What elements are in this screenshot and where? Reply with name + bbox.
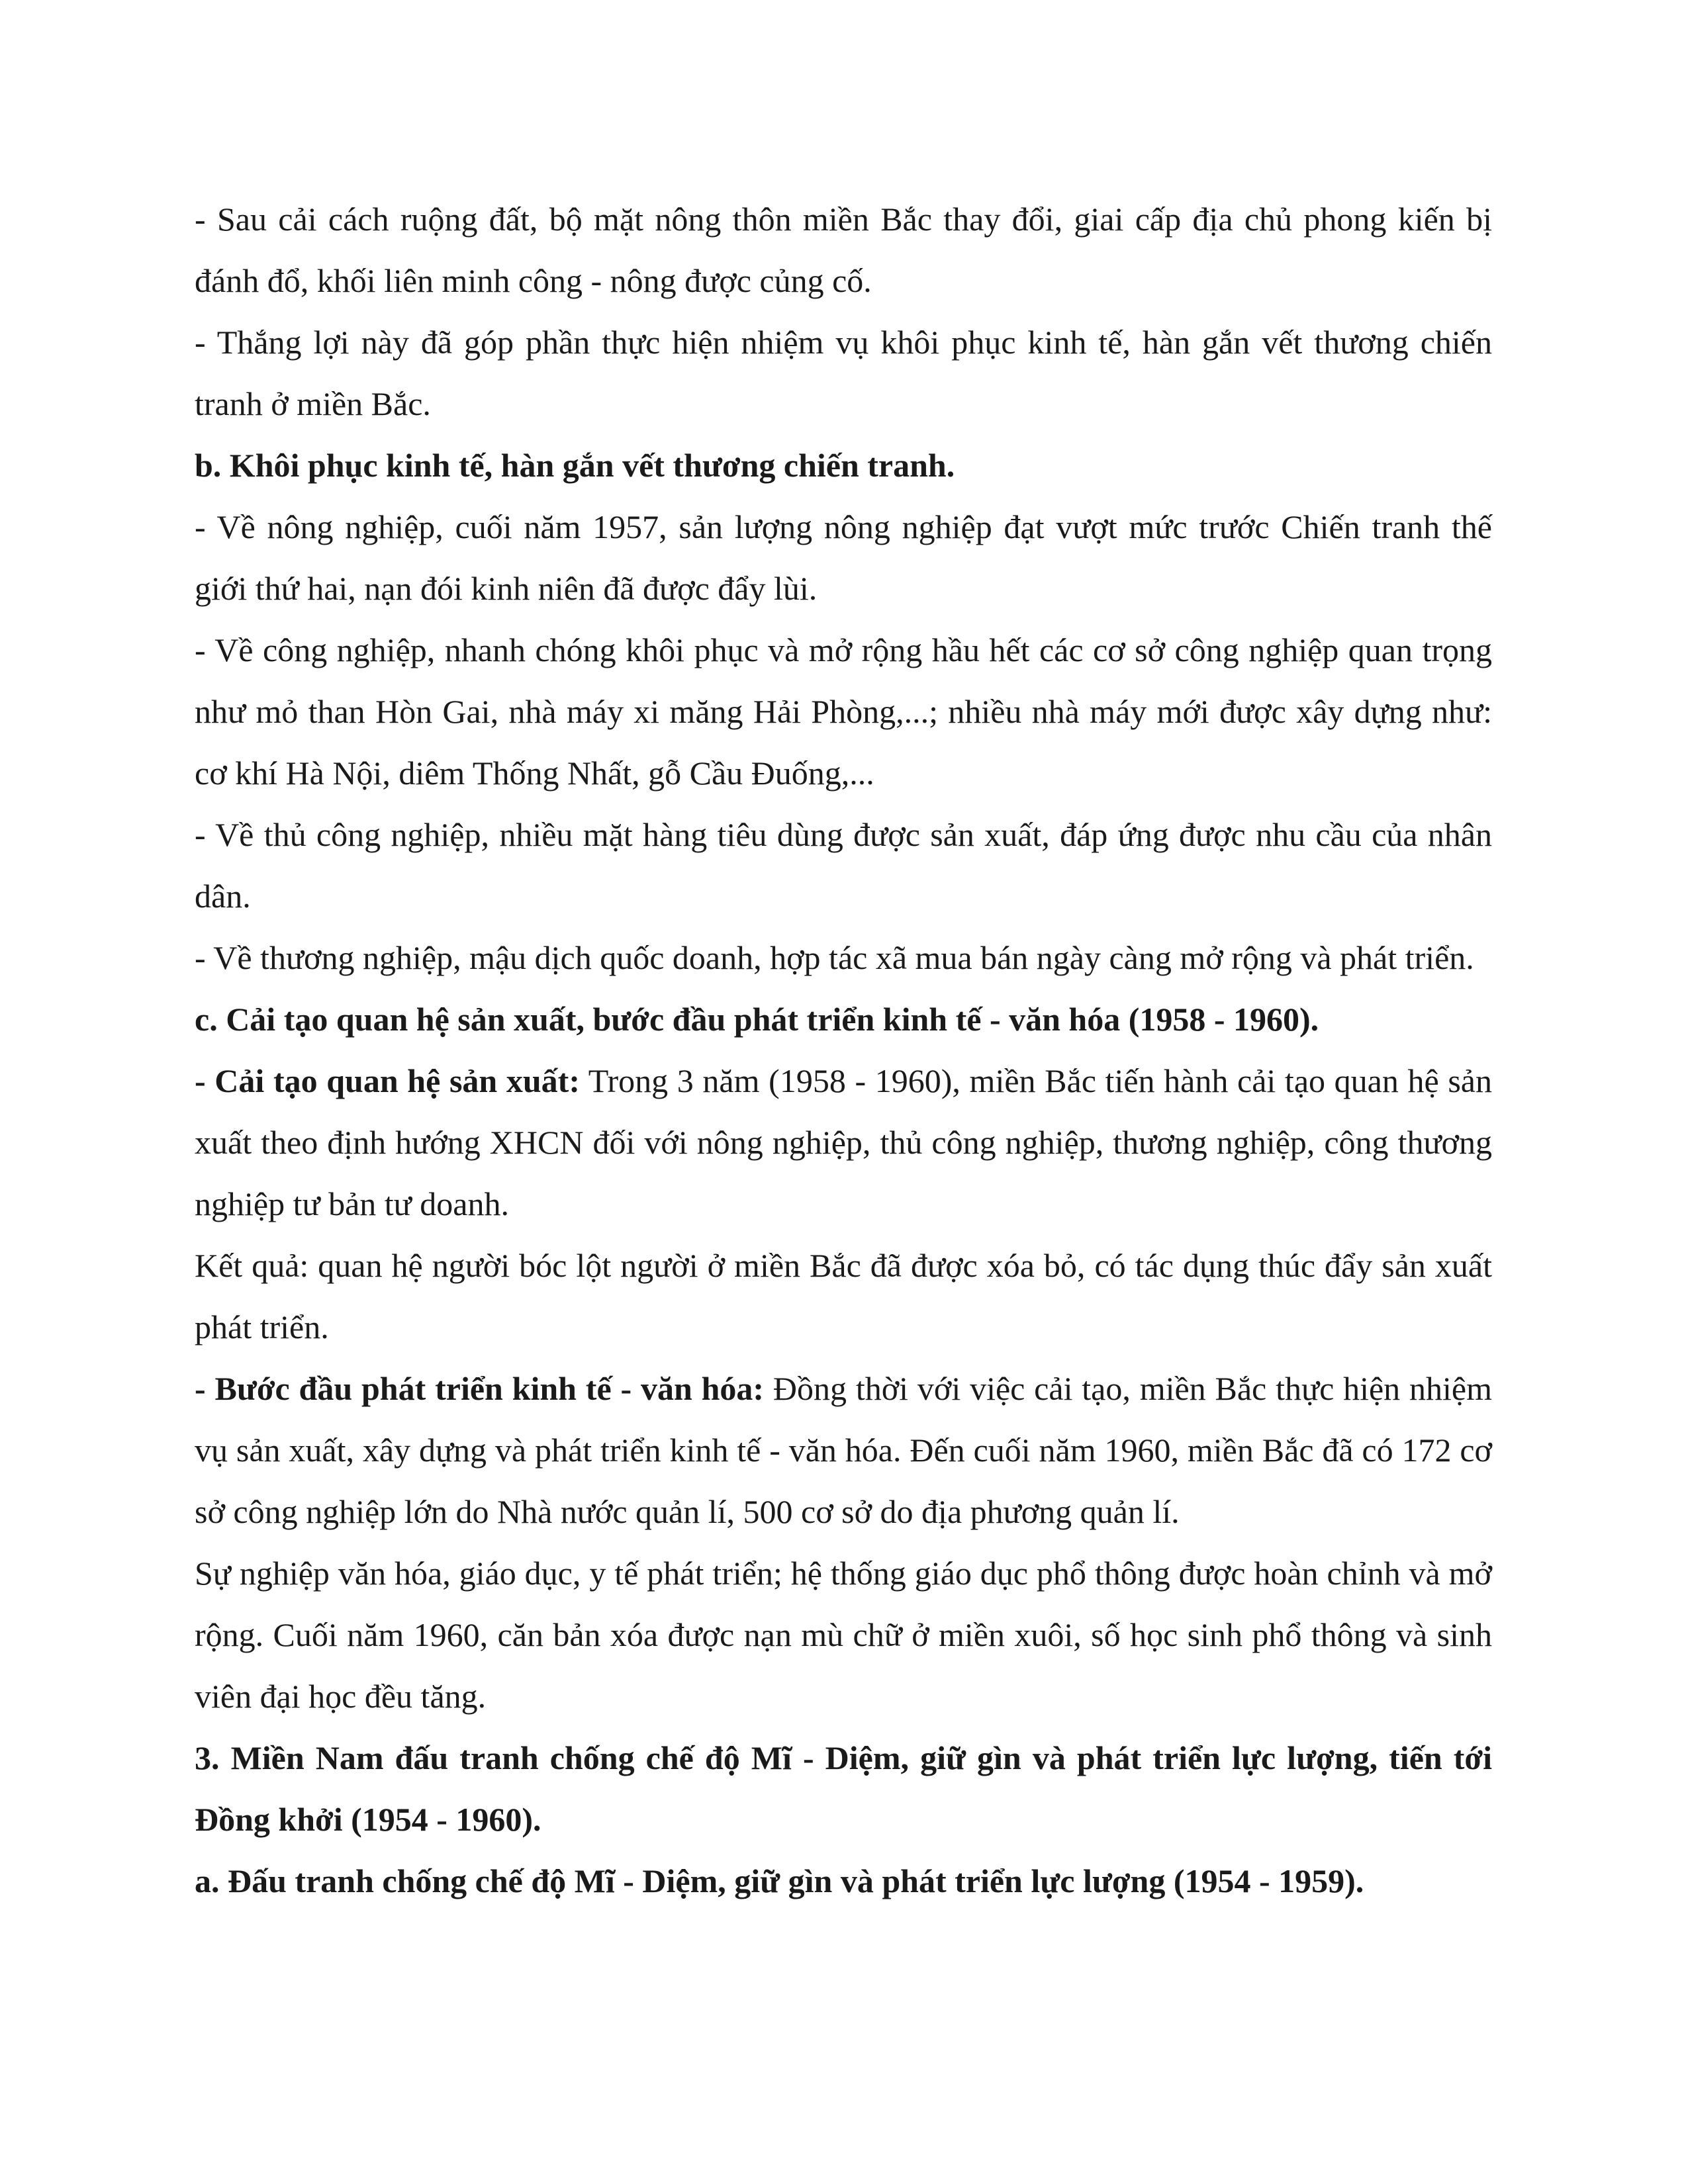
heading-section-a: a. Đấu tranh chống chế độ Mĩ - Diệm, giữ gìn và phát triển lực lượng (1954 - 1959). xyxy=(195,1862,1364,1899)
text-economic-development: Đồng thời với việc cải tạo, miền Bắc thực hiện nhiệm vụ sản xuất, xây dựng và phát triển kinh tế - văn hóa. Đến cuối năm 1960, miền Bắc đã có 172 cơ sở công nghiệp lớn do Nhà nước quản lí, 500 cơ sở do địa phương quản lí. xyxy=(195,1370,1492,1530)
lead-production-reform: - Cải tạo quan hệ sản xuất: xyxy=(195,1062,580,1099)
paragraph-culture-education: Sự nghiệp văn hóa, giáo dục, y tế phát triển; hệ thống giáo dục phổ thông được hoàn chỉnh và mở rộng. Cuối năm 1960, căn bản xóa được nạn mù chữ ở miền xuôi, số học sinh phổ thông và sinh viên đại học đều tăng. xyxy=(195,1555,1492,1715)
paragraph-reform-result: Kết quả: quan hệ người bóc lột người ở miền Bắc đã được xóa bỏ, có tác dụng thúc đẩy sản xuất phát triển. xyxy=(195,1247,1492,1345)
heading-section-b: b. Khôi phục kinh tế, hàn gắn vết thương chiến tranh. xyxy=(195,447,955,484)
paragraph-handicraft: - Về thủ công nghiệp, nhiều mặt hàng tiêu dùng được sản xuất, đáp ứng được nhu cầu của nhân dân. xyxy=(195,816,1492,915)
paragraph-commerce: - Về thương nghiệp, mậu dịch quốc doanh, hợp tác xã mua bán ngày càng mở rộng và phát triển. xyxy=(195,939,1474,976)
paragraph-economic-development xyxy=(195,1358,1492,1543)
document-page xyxy=(195,189,1492,1912)
paragraph-production-reform xyxy=(195,1050,1492,1235)
paragraph-industry: - Về công nghiệp, nhanh chóng khôi phục và mở rộng hầu hết các cơ sở công nghiệp quan trọng như mỏ than Hòn Gai, nhà máy xi măng Hải Phòng,...; nhiều nhà máy mới được xây dựng như: cơ khí Hà Nội, diêm Thống Nhất, gỗ Cầu Đuống,... xyxy=(195,631,1492,792)
paragraph-agriculture: - Về nông nghiệp, cuối năm 1957, sản lượng nông nghiệp đạt vượt mức trước Chiến tranh thế giới thứ hai, nạn đói kinh niên đã được đẩy lùi. xyxy=(195,508,1492,607)
lead-economic-development: - Bước đầu phát triển kinh tế - văn hóa: xyxy=(195,1370,765,1407)
paragraph-land-reform-result: - Sau cải cách ruộng đất, bộ mặt nông thôn miền Bắc thay đổi, giai cấp địa chủ phong kiến bị đánh đổ, khối liên minh công - nông được củng cố. xyxy=(195,201,1492,299)
paragraph-victory-significance: - Thắng lợi này đã góp phần thực hiện nhiệm vụ khôi phục kinh tế, hàn gắn vết thương chiến tranh ở miền Bắc. xyxy=(195,324,1492,422)
heading-section-3: 3. Miền Nam đấu tranh chống chế độ Mĩ - Diệm, giữ gìn và phát triển lực lượng, tiến tới Đồng khởi (1954 - 1960). xyxy=(195,1739,1492,1838)
heading-section-c: c. Cải tạo quan hệ sản xuất, bước đầu phát triển kinh tế - văn hóa (1958 - 1960). xyxy=(195,1001,1319,1038)
text-production-reform: Trong 3 năm (1958 - 1960), miền Bắc tiến hành cải tạo quan hệ sản xuất theo định hướng XHCN đối với nông nghiệp, thủ công nghiệp, thương nghiệp, công thương nghiệp tư bản tư doanh. xyxy=(195,1062,1492,1222)
